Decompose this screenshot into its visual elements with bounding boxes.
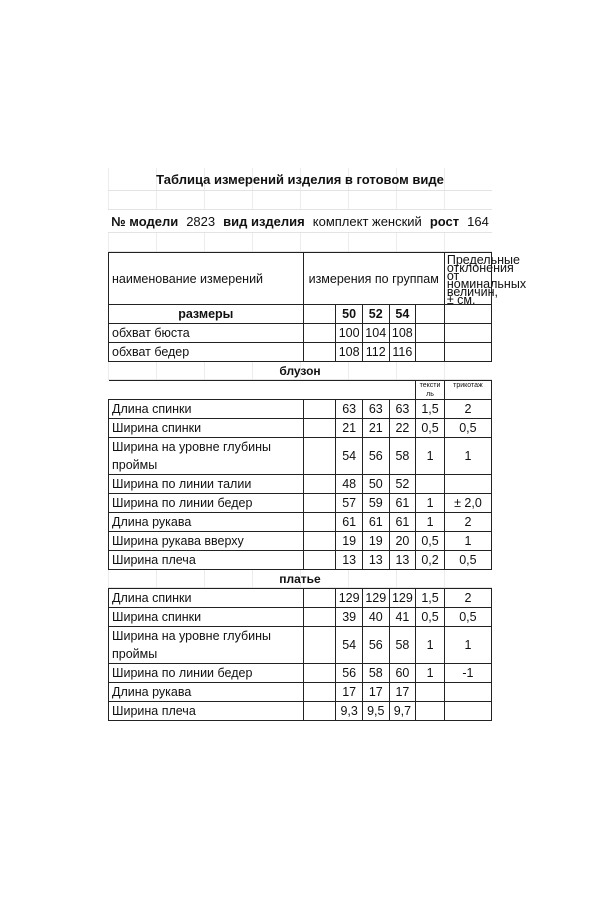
table-cell: 52 [389,475,416,494]
table-cell [303,343,336,362]
section-title-blouse: блузон [108,362,492,380]
table-row [109,494,492,513]
table-cell: 108 [336,343,363,362]
measurement-name-cell: Ширина спинки [109,608,304,627]
measurement-name-cell: Ширина на уровне глубины проймы [109,627,304,664]
table-cell [303,305,336,324]
table-cell: 1 [444,627,491,664]
table-cell: 56 [362,627,389,664]
table-cell: 19 [362,532,389,551]
table-cell [303,513,336,532]
model-info-row [108,210,492,233]
table-cell: 58 [362,664,389,683]
table-cell: 54 [336,438,363,475]
height-value: 164 [467,213,489,229]
measurement-name-cell: Длина спинки [109,589,304,608]
table-row [109,589,492,608]
table-cell: 0,5 [444,419,491,438]
table-cell [416,702,445,721]
table-row [109,343,492,362]
table-cell: 19 [336,532,363,551]
table-cell [303,438,336,475]
table-cell: 63 [362,400,389,419]
table-row [109,438,492,475]
section-title-dress: платье [108,570,492,588]
table-row [109,475,492,494]
table-cell [389,381,416,400]
table-cell: 17 [336,683,363,702]
table-cell: 9,5 [362,702,389,721]
kind-label: вид изделия [223,213,305,229]
table-cell: 1 [416,627,445,664]
measurement-name-cell: Ширина по линии бедер [109,664,304,683]
size-value: 50 [336,305,363,324]
table-cell: 60 [389,664,416,683]
measurement-name-cell: Длина рукава [109,513,304,532]
measurement-name-cell: Ширина спинки [109,419,304,438]
table-cell [303,683,336,702]
size-header-table [108,252,527,362]
measurement-name-cell: Длина рукава [109,683,304,702]
table-cell [416,475,445,494]
table-cell: 56 [336,664,363,683]
measurement-name-cell: Ширина на уровне глубины проймы [109,438,304,475]
table-cell: ± 2,0 [444,494,491,513]
table-cell: 1 [444,532,491,551]
header-tolerance-col: Предельные отклонения от номинальных величин, ± см. [444,253,491,305]
table-row [109,551,492,570]
table-cell [303,419,336,438]
table-cell: 9,7 [389,702,416,721]
table-cell: 58 [389,627,416,664]
table-cell [444,702,491,721]
table-cell [303,664,336,683]
table-cell: 58 [389,438,416,475]
table-cell [109,381,304,400]
table-cell: 1 [444,438,491,475]
table-cell: 0,5 [444,608,491,627]
model-label: № модели [111,213,179,229]
table-cell [444,683,491,702]
table-cell: 1 [416,494,445,513]
table-cell [303,381,336,400]
table-cell: 20 [389,532,416,551]
table-cell: 0,5 [444,551,491,570]
table-cell: 129 [336,589,363,608]
table-cell: 41 [389,608,416,627]
height-label: рост [429,213,460,229]
table-cell [444,475,491,494]
table-cell [303,475,336,494]
table-cell [362,381,389,400]
measurement-name-cell: Ширина рукава вверху [109,532,304,551]
table-cell: 63 [389,400,416,419]
table-row [109,702,492,721]
table-cell: 108 [389,324,416,343]
table-row [109,532,492,551]
table-cell: 2 [444,513,491,532]
table-cell: 9,3 [336,702,363,721]
table-cell: 0,5 [416,608,445,627]
table-row [109,513,492,532]
measurement-name-cell: Ширина по линии бедер [109,494,304,513]
table-cell: 40 [362,608,389,627]
table-cell: 63 [336,400,363,419]
table-cell [416,305,445,324]
table-cell: 1 [416,664,445,683]
table-cell: 104 [362,324,389,343]
table-cell: 61 [389,494,416,513]
table-cell [303,551,336,570]
table-row [109,608,492,627]
table-row [109,627,492,664]
table-cell [303,702,336,721]
table-cell [444,343,491,362]
table-row [109,400,492,419]
subheader-knit: трикотаж [444,381,491,400]
table-cell: -1 [444,664,491,683]
measurement-name-cell: Ширина по линии талии [109,475,304,494]
table-cell: 59 [362,494,389,513]
table-cell: 61 [362,513,389,532]
header-name-col: наименование измерений [109,253,304,305]
size-value: 52 [362,305,389,324]
spacer-row [108,233,492,252]
header-groups-col: измерения по группам [303,253,444,305]
table-cell: 1 [416,438,445,475]
table-cell: 2 [444,589,491,608]
table-cell: 100 [336,324,363,343]
table-row [109,683,492,702]
table-cell [444,305,491,324]
table-cell: 1,5 [416,400,445,419]
table-cell [303,608,336,627]
table-cell: 112 [362,343,389,362]
table-cell: 0,5 [416,532,445,551]
table-cell: 129 [362,589,389,608]
table-cell: 17 [362,683,389,702]
table-cell: 54 [336,627,363,664]
table-cell: 0,2 [416,551,445,570]
table-cell: 57 [336,494,363,513]
table-cell [303,494,336,513]
table-row [109,324,492,343]
table-cell: 21 [336,419,363,438]
table-cell [303,400,336,419]
sizes-label: размеры [109,305,304,324]
table-cell: 129 [389,589,416,608]
table-cell: 56 [362,438,389,475]
measurement-name-cell: обхват бюста [109,324,304,343]
sheet-title: Таблица измерений изделия в готовом виде [108,168,492,191]
table-cell [416,683,445,702]
table-cell [416,324,445,343]
measurement-name-cell: Ширина плеча [109,551,304,570]
table-cell: 0,5 [416,419,445,438]
spacer-row [108,191,492,210]
table-cell: 1,5 [416,589,445,608]
table-cell [444,324,491,343]
model-number: 2823 [186,213,216,229]
table-cell: 17 [389,683,416,702]
measurement-name-cell: обхват бедер [109,343,304,362]
table-cell: 48 [336,475,363,494]
table-cell: 50 [362,475,389,494]
table-cell: 21 [362,419,389,438]
table-cell [336,381,363,400]
table-cell: 61 [336,513,363,532]
table-cell [303,589,336,608]
table-cell: 13 [336,551,363,570]
blouse-table [108,380,492,570]
dress-table [108,588,492,721]
table-cell [416,343,445,362]
measurement-name-cell: Длина спинки [109,400,304,419]
table-cell [303,532,336,551]
table-cell: 116 [389,343,416,362]
table-row [109,664,492,683]
table-cell: 13 [362,551,389,570]
table-cell [303,627,336,664]
table-cell: 61 [389,513,416,532]
kind-value: комплект женский [312,213,422,229]
table-cell: 39 [336,608,363,627]
subheader-textile: тексти ль [416,381,445,400]
table-cell: 1 [416,513,445,532]
table-cell: 13 [389,551,416,570]
table-cell: 22 [389,419,416,438]
table-cell: 2 [444,400,491,419]
measurement-name-cell: Ширина плеча [109,702,304,721]
table-row [109,419,492,438]
size-value: 54 [389,305,416,324]
table-cell [303,324,336,343]
measurement-sheet [108,168,527,721]
